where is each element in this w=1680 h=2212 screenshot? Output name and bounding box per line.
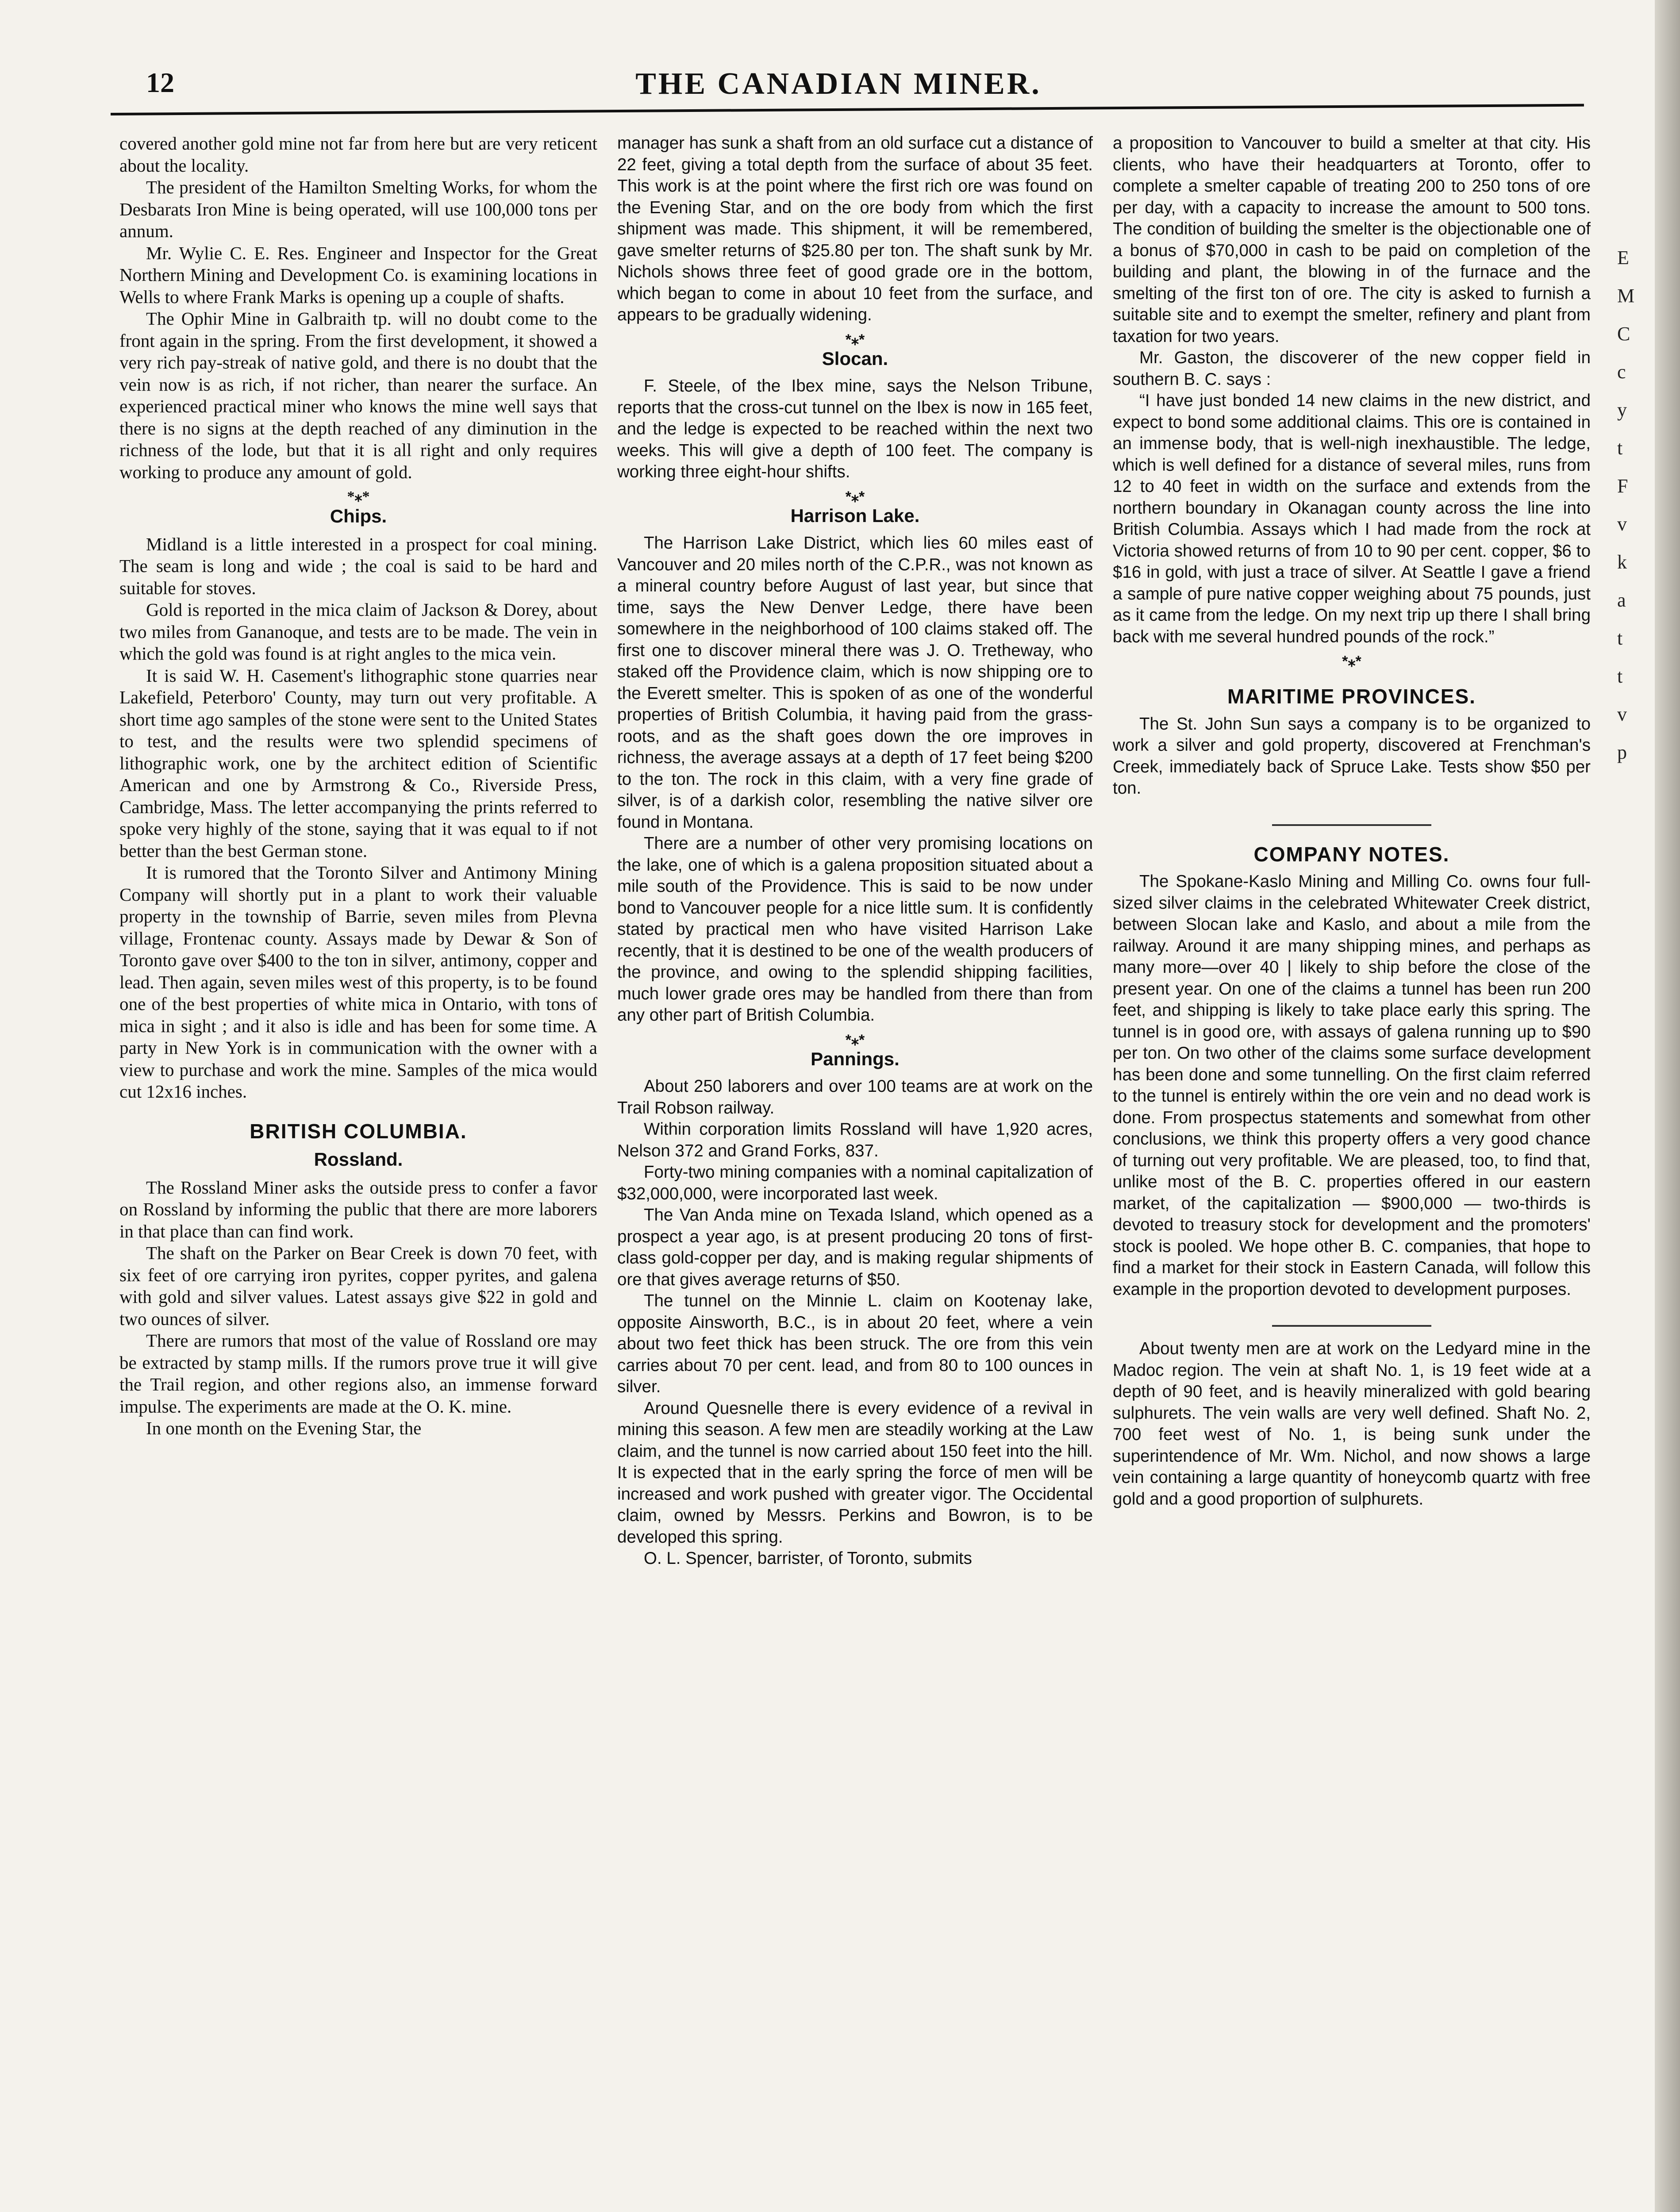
fragment-letter: p <box>1617 741 1627 763</box>
fragment-letter: t <box>1617 627 1623 649</box>
paragraph: There are a number of other very promising locations on the lake, one of which is a galena proposition situated about a mile south of the Providence. This is said to be now under bond to Vancouver people for a nice little sum. It is confidently stated by practical men who have visited Harrison Lake recently, that it is destined to be one of the wealth producers of the province, and owing to the splendid shipping facilities, much lower grade ores may be handled from there than from any other part of British Columbia. <box>617 834 1093 1025</box>
paragraph: The tunnel on the Minnie L. claim on Kootenay lake, opposite Ainsworth, B.C., is in about 20 feet, where a vein about two feet thick has been struck. The ore from this vein carries about 70 per cent. lead, and from 80 to 100 ounces in silver. <box>617 1291 1093 1396</box>
paragraph: The Ophir Mine in Galbraith tp. will no doubt come to the front again in the spring. From the first development, it showed a very rich pay-streak of native gold, and there is no doubt that the vein now is as rich, if not richer, than nearer the surface. An experienced practical miner who knows the mine well says that there is no signs at the depth reached of any diminution in the richness of the lode, but that it is all right and only requires working to produce any amount of gold. <box>119 308 597 482</box>
adjacent-page-fragment <box>1617 239 1648 772</box>
page-number: 12 <box>146 67 174 98</box>
fragment-letter: M <box>1617 285 1635 307</box>
paragraph: The president of the Hamilton Smelting Works, for whom the Desbarats Iron Mine is being operated, will use 100,000 tons per annum. <box>119 177 597 241</box>
section-separator: *⁎* <box>845 488 865 505</box>
fragment-letter: F <box>1617 475 1628 497</box>
paragraph: There are rumors that most of the value of Rossland ore may be extracted by stamp mills. If the rumors prove true it will give the Trail region, and other regions also, an immense forward impulse. The experiments are made at the O. K. mine. <box>119 1330 597 1417</box>
paragraph: F. Steele, of the Ibex mine, says the Nelson Tribune, reports that the cross-cut tunnel on the Ibex is now in 165 feet, and the ledge is expected to be reached within the next two weeks. This will give a depth of 100 feet. The company is working three eight-hour shifts. <box>617 376 1093 481</box>
paragraph: Gold is reported in the mica claim of Jackson & Dorey, about two miles from Gananoque, and tests are to be made. The vein in which the gold was found is at right angles to the mica vein. <box>119 599 597 664</box>
column-1 <box>119 133 597 2212</box>
divider <box>1272 1325 1431 1327</box>
fragment-letter: k <box>1617 551 1627 573</box>
paragraph: The shaft on the Parker on Bear Creek is down 70 feet, with six feet of ore carrying iron pyrites, copper pyrites, and galena with gold and silver values. Latest assays give $22 in gold and two ounces of silver. <box>119 1243 597 1329</box>
paragraph: About twenty men are at work on the Ledyard mine in the Madoc region. The vein at shaft No. 1, is 19 feet wide at a depth of 90 feet, and is heavily mineralized with gold bearing sulphurets. The vein walls are very well defined. Shaft No. 2, 700 feet west of No. 1, is being sunk under the superintendence of Mr. Wm. Nichol, and now shows a large vein containing a large quantity of honeycomb quartz with free gold and a good proportion of sulphurets. <box>1113 1339 1591 1509</box>
fragment-letter: v <box>1617 513 1627 535</box>
page-edge-shadow <box>1655 0 1680 2212</box>
paragraph: Mr. Wylie C. E. Res. Engineer and Inspector for the Great Northern Mining and Development Co. is examining locations in Wells to where Frank Marks is opening up a couple of shafts. <box>119 242 597 307</box>
paragraph: It is said W. H. Casement's lithographic stone quarries near Lakefield, Peterboro' County, may turn out very profitable. A short time ago samples of the stone were sent to the United States to test, and the results were two splendid specimens of lithographic work, one by the architect edition of Scientific American and one by Armstrong & Co., Riverside Press, Cambridge, Mass. The letter accompanying the prints referred to spoke very highly of the stone, saying that it was equal to if not better than the best German stone. <box>119 665 597 861</box>
fragment-letter: C <box>1617 323 1630 345</box>
paragraph: Within corporation limits Rossland will have 1,920 acres, Nelson 372 and Grand Forks, 837. <box>617 1120 1093 1160</box>
paragraph: “I have just bonded 14 new claims in the new district, and expect to bond some additional claims. This ore is contained in an immense body, that is well-nigh inexhaustible. The ledge, which is well defined for a distance of several miles, runs from 12 to 40 feet in width on the surface and extends from the northern boundary in Okanagan county across the line into British Columbia. Assays which I had made from the rock at Victoria showed returns of from 10 to 90 per cent. copper, $6 to $16 in gold, with just a trace of silver. At Seattle I gave a friend a sample of pure native copper weighing about 75 pounds, just as it came from the ledge. On my next trip up there I shall bring back with me several hundred pounds of the rock.” <box>1113 391 1591 646</box>
paragraph: O. L. Spencer, barrister, of Toronto, submits <box>644 1549 972 1568</box>
fragment-letter: t <box>1617 437 1623 459</box>
section-separator: *⁎* <box>845 1031 865 1048</box>
fragment-letter: t <box>1617 665 1623 687</box>
paragraph: covered another gold mine not far from here but are very reticent about the locality. <box>119 133 597 176</box>
paragraph: Mr. Gaston, the discoverer of the new copper field in southern B. C. says : <box>1113 348 1591 389</box>
section-heading-british-columbia: BRITISH COLUMBIA. <box>250 1119 467 1143</box>
paragraph: Midland is a little interested in a prospect for coal mining. The seam is long and wide ; the coal is said to be hard and suitable for stoves. <box>119 534 597 598</box>
section-separator: *⁎* <box>845 331 865 348</box>
paragraph: About 250 laborers and over 100 teams are at work on the Trail Robson railway. <box>617 1077 1093 1118</box>
subheading-slocan: Slocan. <box>822 348 888 369</box>
subheading-chips: Chips. <box>330 506 387 526</box>
paragraph: In one month on the Evening Star, the <box>146 1418 422 1438</box>
subheading-rossland: Rossland. <box>314 1149 403 1170</box>
fragment-letter: c <box>1617 361 1626 383</box>
paragraph: The Harrison Lake District, which lies 60 miles east of Vancouver and 20 miles north of the C.P.R., was not known as a mineral country before August of last year, but since that time, says the New Denver Ledge, there have been somewhere in the neighborhood of 100 claims staked off. The first one to discover mineral there was J. O. Tretheway, who staked off the Providence claim, which is now shipping ore to the Everett smelter. This is spoken of as one of the wonderful properties of British Columbia, it having paid from the grass-roots, and as the shaft goes down the ore improves in richness, the average assays at a depth of 17 feet being $200 to the ton. The rock in this claim, with a very fine grade of silver, is of a darkish color, resembling the native silver ore found in Montana. <box>617 534 1093 832</box>
paragraph: manager has sunk a shaft from an old surface cut a distance of 22 feet, giving a total depth from the surface of about 35 feet. This work is at the point where the first rich ore was found on the Evening Star, and on the ore body from which the first shipment was made. This shipment, it will be remembered, gave smelter returns of $25.80 per ton. The shaft sunk by Mr. Nichols shows three feet of good grade ore in the bottom, which began to come in about 10 feet from the surface, and appears to be gradually widening. <box>617 134 1093 324</box>
fragment-letter: v <box>1617 703 1627 725</box>
paragraph: The Spokane-Kaslo Mining and Milling Co. owns four full-sized silver claims in the celebrated Whitewater Creek district, between Slocan lake and Kaslo, and about a mile from the railway. Around it are many shipping mines, and perhaps as many more—over 40 | likely to ship before the close of the present year. On one of the claims a tunnel has been run 200 feet, and shipping is likely to take place early this spring. The tunnel is in good ore, with assays of galena running up to $90 per ton. On two other of the claims some surface development has been done and some tunnelling. On the first claim referred to the tunnel is entirely within the ore vein and no dead work is done. From prospectus statements and somewhat from other conclusions, we think this property offers a very good chance of turning out very profitable. We are pleased, too, to find that, unlike most of the B. C. properties offered in our eastern market, of the capitalization — $900,000 — two-thirds is devoted to treasury stock for development and the promoters' stock is pooled. We hope other B. C. companies, that hope to find a market for their stock in Eastern Canada, will follow this example in the proportion devoted to development purposes. <box>1113 872 1591 1299</box>
section-heading-company-notes: COMPANY NOTES. <box>1253 842 1450 866</box>
paragraph: The Rossland Miner asks the outside press to confer a favor on Rossland by informing the public that there are more laborers in that place than can find work. <box>119 1177 597 1241</box>
column-2 <box>617 133 1093 2212</box>
fragment-letter: E <box>1617 247 1629 269</box>
paragraph: a proposition to Vancouver to build a smelter at that city. His clients, who have their headquarters at Toronto, offer to complete a smelter capable of treating 200 to 250 tons of ore per day, with a capacity to increase the amount to 500 tons. The condition of building the smelter is the objectionable one of a bonus of $70,000 in cash to be paid on completion of the building and plant, the blowing in of the furnace and the smelting of the first ton of ore. The city is asked to furnish a suitable site and to exempt the smelter, refinery and plant from taxation for two years. <box>1113 134 1591 346</box>
column-3 <box>1113 133 1591 2212</box>
paragraph: The St. John Sun says a company is to be organized to work a silver and gold property, discovered at Frenchman's Creek, immediately back of Spruce Lake. Tests show $50 per ton. <box>1113 714 1591 798</box>
journal-title: THE CANADIAN MINER. <box>635 67 1042 101</box>
paragraph: The Van Anda mine on Texada Island, which opened as a prospect a year ago, is at present producing 20 tons of first-class gold-copper per day, and is making regular shipments of ore that gives average returns of $50. <box>617 1206 1093 1289</box>
subheading-harrison-lake: Harrison Lake. <box>790 505 920 526</box>
section-separator: *⁎* <box>347 488 370 505</box>
subheading-pannings: Pannings. <box>811 1048 900 1069</box>
divider <box>1272 824 1431 826</box>
section-separator: *⁎* <box>1342 653 1361 670</box>
section-heading-maritime-provinces: MARITIME PROVINCES. <box>1227 685 1476 708</box>
paragraph: Forty-two mining companies with a nominal capitalization of $32,000,000, were incorporated last week. <box>617 1163 1093 1203</box>
paragraph: Around Quesnelle there is every evidence of a revival in mining this season. A few men are steadily working at the Law claim, and the tunnel is now carried about 150 feet into the hill. It is expected that in the early spring the force of men will be increased and work pushed with greater vigor. The Occidental claim, owned by Messrs. Perkins and Bowron, is to be developed this spring. <box>617 1398 1093 1547</box>
paragraph: It is rumored that the Toronto Silver and Antimony Mining Company will shortly put in a plant to work their valuable property in the township of Barrie, seven miles from Plevna village, Frontenac county. Assays made by Dewar & Son of Toronto gave over $400 to the ton in silver, antimony, copper and lead. Then again, seven miles west of this property, is to be found one of the best properties of white mica in Ontario, with tons of mica in sight ; and it also is idle and has been for some time. A party in New York is in communication with the owner with a view to purchase and work the mine. Samples of the mica would cut 12x16 inches. <box>119 862 597 1102</box>
fragment-letter: y <box>1617 399 1627 421</box>
fragment-letter: a <box>1617 589 1626 611</box>
